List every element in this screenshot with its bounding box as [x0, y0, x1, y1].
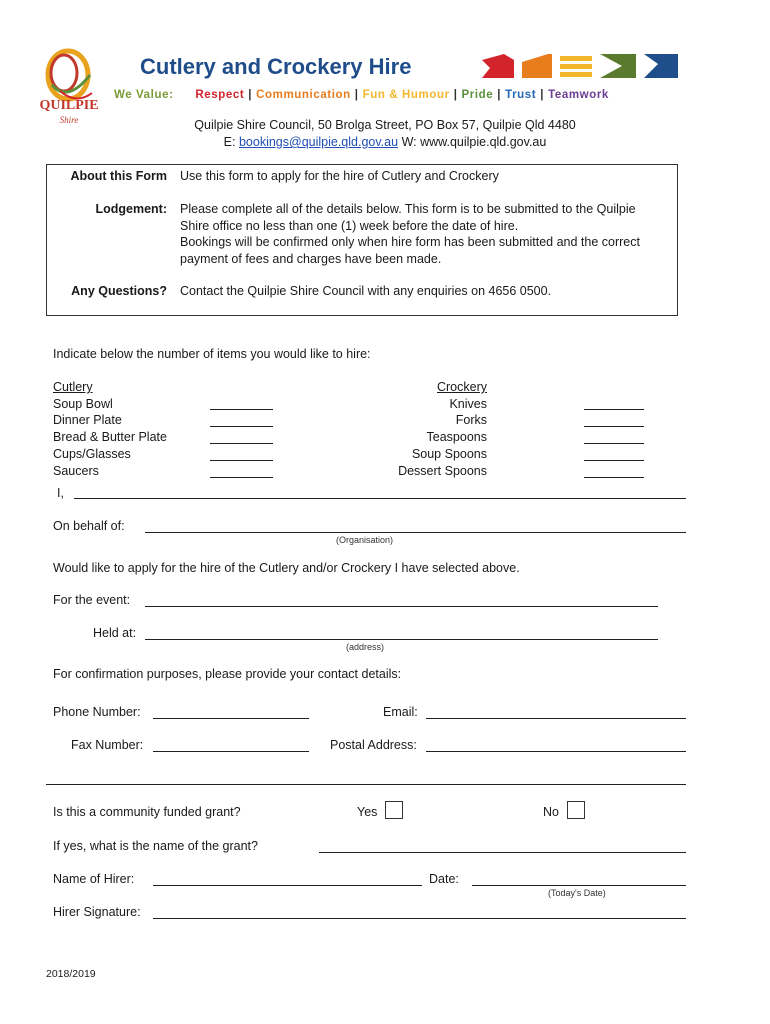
postal-address-field[interactable] — [426, 751, 686, 752]
grant-name-field[interactable] — [319, 852, 686, 853]
applicant-name-field[interactable] — [74, 498, 686, 499]
questions-text: Contact the Quilpie Shire Council with any enquiries on 4656 0500. — [180, 284, 552, 298]
grant-question: Is this a community funded grant? — [53, 805, 241, 819]
item-dessert-spoons: Dessert Spoons — [398, 464, 487, 478]
quilpie-shire-logo — [30, 45, 108, 129]
held-at-label: Held at: — [93, 626, 137, 640]
item-dinner-plate: Dinner Plate — [53, 413, 122, 427]
fax-field[interactable] — [153, 751, 309, 752]
cups-glasses-qty-field[interactable] — [210, 460, 273, 461]
value-trust: Trust — [505, 89, 537, 101]
web-prefix: W: — [401, 135, 417, 149]
contact-intro: For confirmation purposes, please provide your contact details: — [53, 667, 402, 681]
email-field[interactable] — [426, 718, 686, 719]
address-hint: (address) — [346, 642, 385, 652]
soup-bowl-qty-field[interactable] — [210, 409, 273, 410]
postal-label: Postal Address: — [330, 738, 417, 752]
item-soup-bowl: Soup Bowl — [53, 397, 113, 411]
bookings-email-link[interactable]: bookings@quilpie.qld.gov.au — [238, 135, 399, 149]
organisation-hint: (Organisation) — [336, 535, 394, 545]
grant-name-question: If yes, what is the name of the grant? — [53, 839, 258, 853]
lodgement-line-1: Please complete all of the details below. This form is to be submitted to the Quilpie — [180, 202, 636, 216]
value-communication: Communication — [256, 89, 351, 101]
yes-checkbox[interactable] — [385, 801, 403, 819]
behalf-label: On behalf of: — [53, 519, 125, 533]
item-forks: Forks — [455, 413, 487, 427]
council-contact-line — [0, 135, 770, 149]
hirer-name-field[interactable] — [153, 885, 422, 886]
section-divider — [46, 784, 686, 785]
event-label: For the event: — [53, 593, 131, 607]
saucers-qty-field[interactable] — [210, 477, 273, 478]
lodgement-line-4: payment of fees and charges have been made. — [180, 251, 442, 266]
crockery-heading: Crockery — [436, 380, 487, 394]
info-box — [46, 164, 678, 316]
teaspoons-qty-field[interactable] — [584, 443, 644, 444]
apply-statement: Would like to apply for the hire of the Cutlery and/or Crockery I have selected above. — [53, 561, 520, 575]
value-teamwork: Teamwork — [548, 89, 609, 101]
form-title: Cutlery and Crockery Hire — [140, 54, 412, 79]
about-text: Use this form to apply for the hire of Cutlery and Crockery — [180, 169, 499, 183]
item-bread-butter-plate: Bread & Butter Plate — [53, 430, 167, 444]
lodgement-label: Lodgement: — [95, 202, 167, 216]
held-at-field[interactable] — [145, 639, 658, 640]
values-row: We Value: Respect | Communication | Fun & Humour | Pride | Trust | Teamwork — [114, 89, 609, 101]
email-label: Email: — [383, 705, 418, 719]
date-label: Date: — [429, 872, 459, 886]
phone-label: Phone Number: — [53, 705, 141, 719]
bread-butter-plate-qty-field[interactable] — [210, 443, 273, 444]
date-field[interactable] — [472, 885, 686, 886]
logo-wordmark: QUILPIE — [39, 98, 99, 113]
about-label: About this Form — [70, 169, 167, 183]
item-knives: Knives — [449, 397, 487, 411]
dinner-plate-qty-field[interactable] — [210, 426, 273, 427]
lodgement-line-2: Shire office no less than one (1) week before the date of hire. — [180, 218, 519, 233]
item-soup-spoons: Soup Spoons — [411, 447, 487, 461]
values-label: We Value: — [114, 89, 174, 101]
item-cups-glasses: Cups/Glasses — [53, 447, 131, 461]
item-teaspoons: Teaspoons — [426, 430, 487, 444]
organisation-field[interactable] — [145, 532, 686, 533]
date-hint: (Today's Date) — [548, 888, 606, 898]
logo-subtext: Shire — [59, 115, 79, 125]
cutlery-heading: Cutlery — [53, 380, 93, 394]
soup-spoons-qty-field[interactable] — [584, 460, 644, 461]
brand-color-bars — [482, 54, 678, 78]
website-text: www.quilpie.qld.gov.au — [420, 135, 547, 149]
questions-label: Any Questions? — [71, 284, 167, 298]
yes-label: Yes — [357, 805, 378, 819]
knives-qty-field[interactable] — [584, 409, 644, 410]
event-field[interactable] — [145, 606, 658, 607]
signature-label: Hirer Signature: — [53, 905, 141, 919]
hirer-name-label: Name of Hirer: — [53, 872, 135, 886]
lodgement-line-3: Bookings will be confirmed only when hire form has been submitted and the correct — [180, 235, 640, 249]
phone-field[interactable] — [153, 718, 309, 719]
items-intro: Indicate below the number of items you would like to hire: — [53, 347, 371, 361]
value-fun-humour: Fun & Humour — [362, 89, 450, 101]
footer-year: 2018/2019 — [46, 968, 96, 980]
dessert-spoons-qty-field[interactable] — [584, 477, 644, 478]
fax-label: Fax Number: — [71, 738, 144, 752]
item-saucers: Saucers — [53, 464, 99, 478]
no-label: No — [543, 805, 559, 819]
i-label: I, — [57, 486, 64, 500]
value-pride: Pride — [461, 89, 494, 101]
email-prefix: E: — [223, 135, 236, 149]
no-checkbox[interactable] — [567, 801, 585, 819]
forks-qty-field[interactable] — [584, 426, 644, 427]
value-respect: Respect — [195, 89, 245, 101]
signature-field[interactable] — [153, 918, 686, 919]
council-address: Quilpie Shire Council, 50 Brolga Street, PO Box 57, Quilpie Qld 4480 — [194, 118, 576, 132]
